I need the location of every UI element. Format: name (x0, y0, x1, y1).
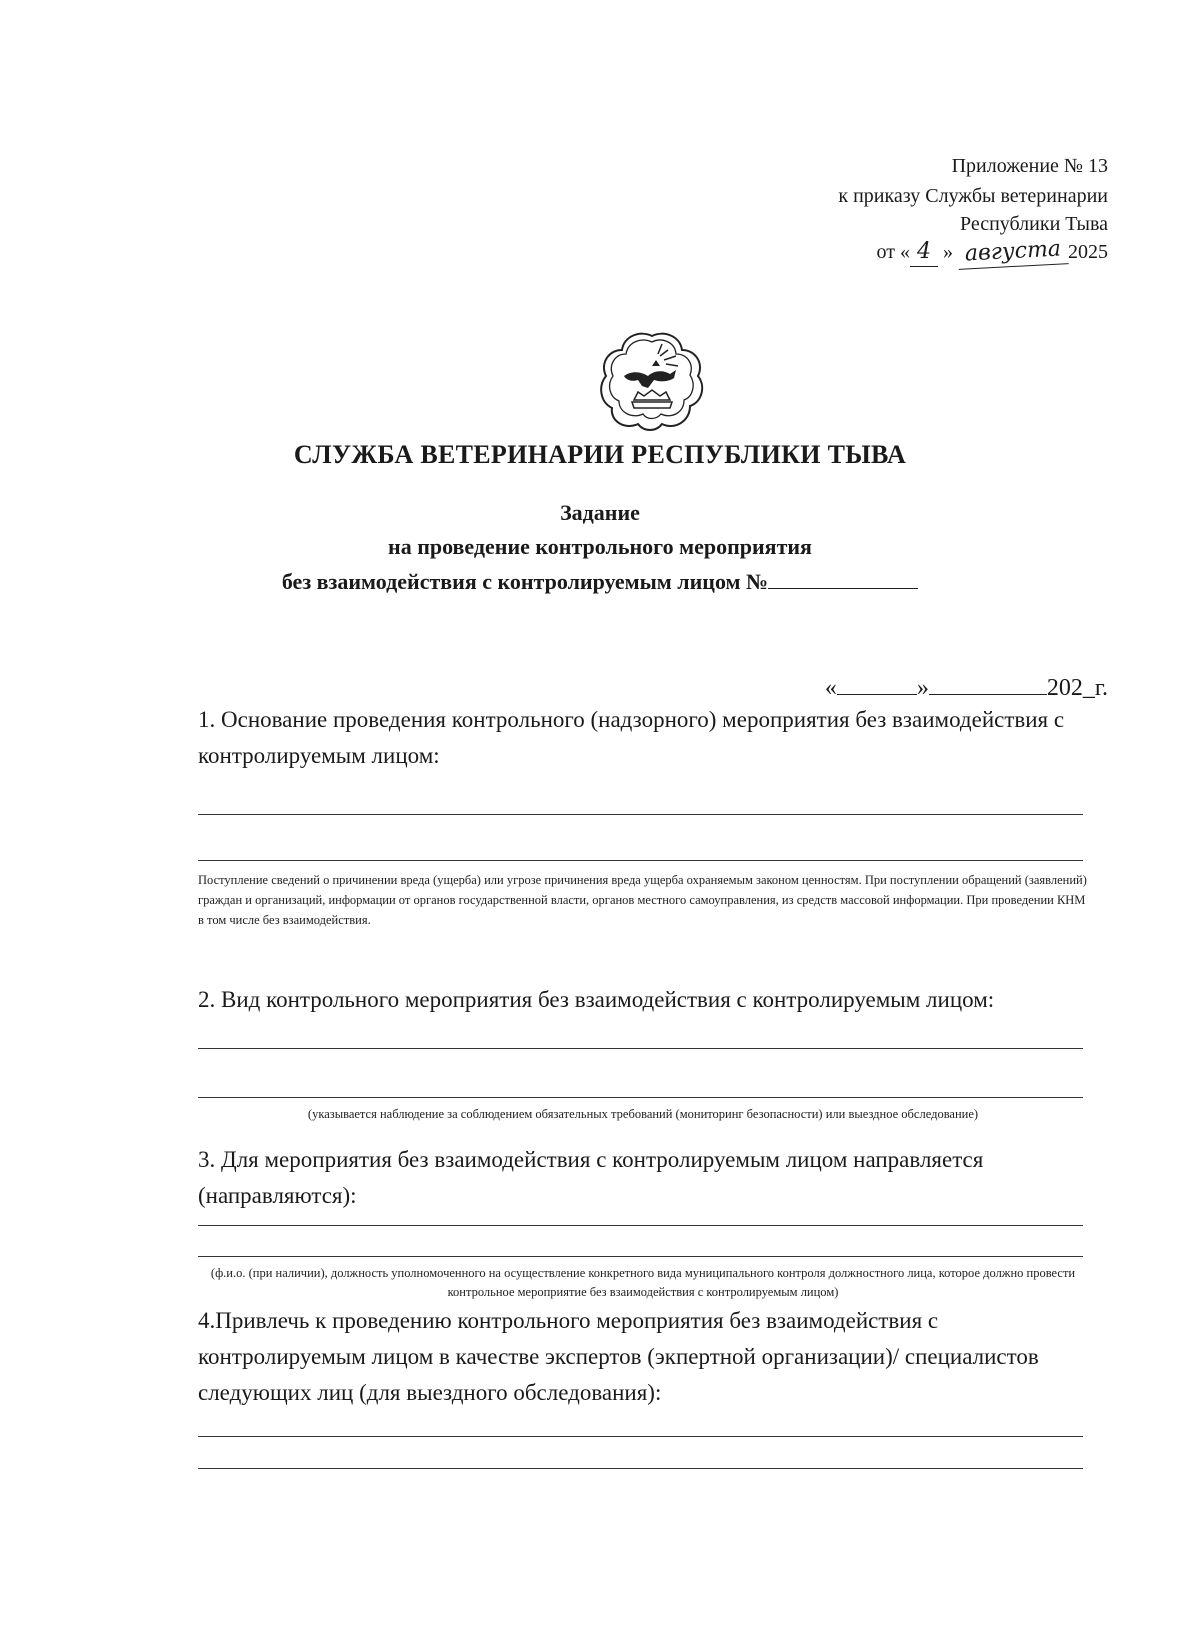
task-subtitle-line1: на проведение контрольного мероприятия (388, 534, 812, 559)
republic-name: Республики Тыва (959, 213, 1108, 235)
section-1-text: 1. Основание проведения контрольного (надзорного) мероприятия без взаимодействия с контролируемым лицом: (198, 707, 1065, 768)
order-date (877, 238, 1108, 267)
date-month-handwritten: августа (957, 235, 1068, 270)
section-2-rule-2 (198, 1097, 1083, 1098)
section-3-rule-2 (198, 1256, 1083, 1257)
order-reference: к приказу Службы ветеринарии (838, 185, 1108, 207)
blank-date-year: 202 (1046, 675, 1083, 701)
task-subtitle-line2 (0, 568, 1200, 595)
task-subtitle-text: без взаимодействия с контролируемым лицом № (281, 569, 769, 594)
section-3-note: (ф.и.о. (при наличии), должность уполномоченного на осуществление конкретного вида муниципального контроля должностного лица, которое должно провести контрольное мероприятие без взаимодействия с контролируемым лицом) (210, 1266, 1076, 1299)
section-2-note: (указывается наблюдение за соблюдением обязательных требований (мониторинг безопасности) или выездное обследование) (307, 1107, 979, 1121)
blank-date-suffix: г. (1094, 675, 1108, 701)
section-1-note: Поступление сведений о причинении вреда (ущерба) или угрозе причинения вреда ущерба охраняемым законом ценностям. При поступлении обращений (заявлений) граждан и организаций, информации от органов государственной власти, органов местного самоуправления, из средств массовой информации. При проведении КНМ в том числе без взаимодействия. (198, 873, 1087, 927)
blank-day-line (837, 676, 917, 695)
blank-month-line (929, 676, 1047, 695)
blank-date-close: » (916, 675, 929, 701)
section-4-rule-2 (198, 1468, 1083, 1469)
task-number-blank (768, 568, 918, 589)
section-1-rule-2 (198, 860, 1083, 861)
section-1-rule-1 (198, 814, 1083, 815)
date-mid: » (943, 241, 953, 263)
task-title: Задание (560, 500, 640, 525)
section-3-rule-1 (198, 1225, 1083, 1226)
section-2-text: 2. Вид контрольного мероприятия без взаимодействия с контролируемым лицом: (198, 987, 995, 1012)
appendix-number: Приложение № 13 (951, 155, 1108, 177)
date-prefix: от « (876, 241, 910, 263)
task-date-blank: « » 202_г. (824, 675, 1108, 701)
date-day-handwritten: 4 (910, 238, 938, 267)
tuva-emblem-icon (598, 330, 706, 432)
section-2-rule-1 (198, 1048, 1083, 1049)
section-4-text: 4.Привлечь к проведению контрольного мероприятия без взаимодействия с контролируемым лицом в качестве экспертов (экпертной организации)/ специалистов следующих лиц (для выездного обследования): (198, 1308, 1039, 1405)
blank-date-open: « (824, 675, 837, 701)
organization-title: СЛУЖБА ВЕТЕРИНАРИИ РЕСПУБЛИКИ ТЫВА (293, 440, 907, 469)
date-year: 2025 (1068, 241, 1108, 263)
section-3-text: 3. Для мероприятия без взаимодействия с контролируемым лицом направляется (направляются): (198, 1147, 984, 1208)
section-4-rule-1 (198, 1436, 1083, 1437)
